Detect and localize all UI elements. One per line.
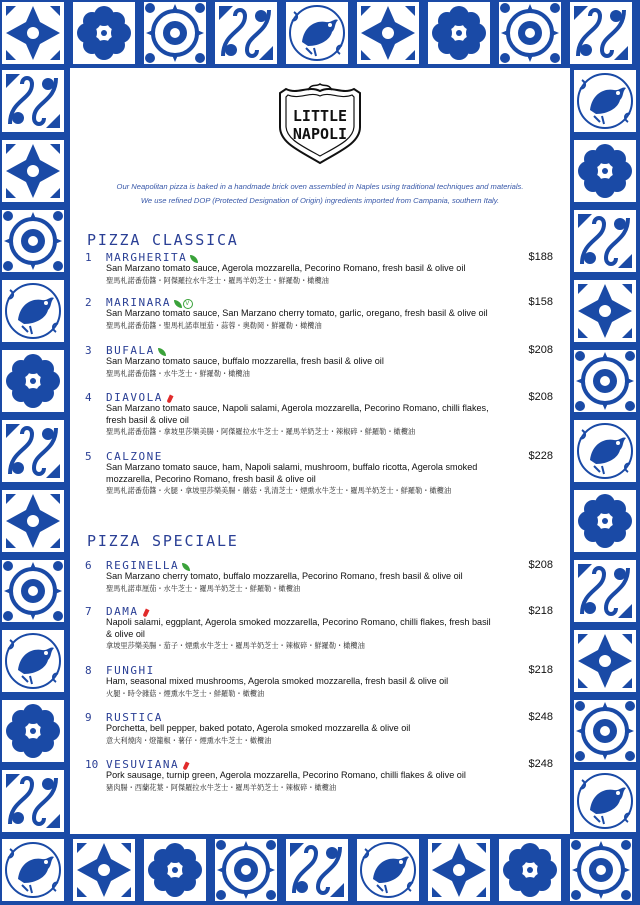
item-description-zh: 聖馬札諾番茄醬・拿坡里莎樂美腸・阿傑羅拉水牛芝士・羅馬羊奶芝士・辣椒碎・鮮羅勒・橄欖油 xyxy=(106,427,416,436)
decorative-tile-flower-icon xyxy=(497,837,563,903)
item-price: $158 xyxy=(528,296,553,308)
decorative-tile-rosette-icon xyxy=(572,698,638,764)
intro-text xyxy=(80,180,560,208)
logo-line2: NAPOLI xyxy=(292,125,348,143)
item-price: $218 xyxy=(528,664,553,676)
item-name: VESUVIANA xyxy=(106,758,180,771)
item-price: $248 xyxy=(528,758,553,770)
item-description-zh: 聖馬札諾車厘茄・水牛芝士・羅馬羊奶芝士・鮮羅勒・橄欖油 xyxy=(106,583,301,593)
brand-logo xyxy=(268,81,372,167)
decorative-tile-flower-icon xyxy=(0,698,66,764)
item-description-en: San Marzano tomato sauce, San Marzano cherry tomato, garlic, oregano, fresh basil & olive oil xyxy=(106,308,488,318)
decorative-tile-bird-icon xyxy=(0,278,66,344)
chili-icon xyxy=(142,608,149,617)
item-description xyxy=(106,770,496,793)
section-title: PIZZA CLASSICA xyxy=(87,231,239,249)
leaf-icon xyxy=(182,563,190,571)
menu-paper xyxy=(70,68,570,834)
item-price: $248 xyxy=(528,711,553,723)
item-description-en: San Marzano tomato sauce, Agerola mozzarella, Pecorino Romano, fresh basil & olive oil xyxy=(106,263,466,273)
decorative-tile-flower-icon xyxy=(71,0,137,66)
item-description-zh: 拿坡里莎樂美腸・茄子・煙熏水牛芝士・羅馬羊奶芝士・辣椒碎・鮮羅勒・橄欖油 xyxy=(106,641,365,650)
item-description-zh: 豬肉腸・西蘭花葉・阿傑羅拉水牛芝士・羅馬羊奶芝士・辣椒碎・橄欖油 xyxy=(106,782,337,792)
chili-icon xyxy=(166,394,173,403)
decorative-tile-scroll-icon xyxy=(0,68,66,134)
decorative-tile-bird-icon xyxy=(355,837,421,903)
item-number: 7 xyxy=(85,605,92,618)
item-name: MARGHERITA xyxy=(106,251,188,264)
item-description-en: Porchetta, bell pepper, baked potato, Agerola smoked mozzarella & olive oil xyxy=(106,723,411,733)
decorative-tile-cross-icon xyxy=(355,0,421,66)
item-number: 2 xyxy=(85,296,92,309)
menu-item xyxy=(85,711,555,763)
item-name: MARINARA xyxy=(106,296,171,309)
leaf-icon xyxy=(190,255,198,263)
decorative-tile-flower-icon xyxy=(426,0,492,66)
item-name: BUFALA xyxy=(106,344,155,357)
item-number: 6 xyxy=(85,559,92,572)
decorative-tile-bird-icon xyxy=(0,628,66,694)
item-description xyxy=(106,403,496,438)
item-price: $228 xyxy=(528,450,553,462)
item-description xyxy=(106,263,496,286)
item-description-en: San Marzano tomato sauce, Napoli salami, Agerola mozzarella, Pecorino Romano, chilli flakes, fresh basil & olive oil xyxy=(106,403,489,425)
menu-item xyxy=(85,664,555,716)
decorative-tile-scroll-icon xyxy=(0,418,66,484)
item-description xyxy=(106,308,496,331)
decorative-tile-cross-icon xyxy=(0,488,66,554)
menu-item xyxy=(85,391,555,443)
intro-line-1: Our Neapolitan pizza is baked in a handmade brick oven assembled in Naples using traditional techniques and materials. xyxy=(116,182,524,191)
item-description-zh: 聖馬札諾番茄醬・火腿・拿坡里莎樂美腸・蘑菇・乳清芝士・煙熏水牛芝士・羅馬羊奶芝士・鮮羅勒・橄欖油 xyxy=(106,486,452,495)
menu-item xyxy=(85,296,555,348)
decorative-tile-flower-icon xyxy=(0,348,66,414)
item-number: 9 xyxy=(85,711,92,724)
decorative-tile-cross-icon xyxy=(572,628,638,694)
decorative-tile-rosette-icon xyxy=(568,837,634,903)
item-description-zh: 火腿・時令雜菇・煙熏水牛芝士・鮮羅勒・橄欖油 xyxy=(106,688,265,698)
decorative-tile-rosette-icon xyxy=(142,0,208,66)
item-description xyxy=(106,617,496,652)
item-description-zh: 聖馬札諾番茄醬・水牛芝士・鮮羅勒・橄欖油 xyxy=(106,368,250,378)
item-name: DAMA xyxy=(106,605,139,618)
decorative-tile-scroll-icon xyxy=(284,837,350,903)
item-description-en: San Marzano tomato sauce, buffalo mozzarella, fresh basil & olive oil xyxy=(106,356,384,366)
item-description xyxy=(106,723,496,746)
item-price: $208 xyxy=(528,391,553,403)
decorative-tile-cross-icon xyxy=(0,0,66,66)
menu-item xyxy=(85,559,555,611)
decorative-tile-scroll-icon xyxy=(0,768,66,834)
chili-icon xyxy=(183,761,190,770)
decorative-tile-scroll-icon xyxy=(572,558,638,624)
logo-shield-icon xyxy=(268,81,372,167)
item-price: $208 xyxy=(528,559,553,571)
item-description xyxy=(106,462,496,497)
section-title: PIZZA SPECIALE xyxy=(87,532,239,550)
decorative-tile-cross-icon xyxy=(0,138,66,204)
leaf-icon xyxy=(158,348,166,356)
item-name: REGINELLA xyxy=(106,559,180,572)
item-description-zh: 意大利燒肉・燈籠椒・薯仔・煙熏水牛芝士・橄欖油 xyxy=(106,735,272,745)
item-name: RUSTICA xyxy=(106,711,163,724)
decorative-tile-rosette-icon xyxy=(572,348,638,414)
menu-item xyxy=(85,605,555,657)
item-name: DIAVOLA xyxy=(106,391,163,404)
decorative-tile-bird-icon xyxy=(572,418,638,484)
decorative-tile-rosette-icon xyxy=(0,558,66,624)
item-price: $218 xyxy=(528,605,553,617)
item-description xyxy=(106,571,496,594)
item-number: 5 xyxy=(85,450,92,463)
decorative-tile-bird-icon xyxy=(572,68,638,134)
item-price: $208 xyxy=(528,344,553,356)
menu-item xyxy=(85,758,555,810)
item-description-en: San Marzano tomato sauce, ham, Napoli salami, mushroom, buffalo ricotta, Agerola smoked mozzarella, Pecorino Romano, fresh basil & olive oil xyxy=(106,462,478,484)
item-description-en: Ham, seasonal mixed mushrooms, Agerola smoked mozzarella, fresh basil & olive oil xyxy=(106,676,449,686)
decorative-tile-bird-icon xyxy=(284,0,350,66)
item-price: $188 xyxy=(528,251,553,263)
decorative-tile-rosette-icon xyxy=(213,837,279,903)
decorative-tile-cross-icon xyxy=(71,837,137,903)
item-number: 4 xyxy=(85,391,92,404)
decorative-tile-rosette-icon xyxy=(0,208,66,274)
decorative-tile-cross-icon xyxy=(426,837,492,903)
decorative-tile-bird-icon xyxy=(572,768,638,834)
item-number: 3 xyxy=(85,344,92,357)
decorative-tile-flower-icon xyxy=(572,488,638,554)
item-description-en: Napoli salami, eggplant, Agerola smoked mozzarella, Pecorino Romano, chilli flakes, fresh basil & olive oil xyxy=(106,617,491,639)
menu-item xyxy=(85,344,555,396)
intro-line-2: We use refined DOP (Protected Designation of Origin) ingredients imported from Campania, southern Italy. xyxy=(140,196,500,205)
item-description xyxy=(106,356,496,379)
item-description-en: Pork sausage, turnip green, Agerola mozzarella, Pecorino Romano, chilli flakes & olive oil xyxy=(106,770,466,780)
decorative-tile-rosette-icon xyxy=(497,0,563,66)
vegan-icon: V xyxy=(183,299,193,309)
item-name: CALZONE xyxy=(106,450,163,463)
decorative-tile-scroll-icon xyxy=(568,0,634,66)
item-description-en: San Marzano cherry tomato, buffalo mozzarella, Pecorino Romano, fresh basil & olive oil xyxy=(106,571,463,581)
leaf-icon xyxy=(174,300,182,308)
item-description-zh: 聖馬札諾番茄醬・阿傑羅拉水牛芝士・羅馬羊奶芝士・鮮羅勒・橄欖油 xyxy=(106,275,329,285)
decorative-tile-scroll-icon xyxy=(572,208,638,274)
item-number: 8 xyxy=(85,664,92,677)
decorative-tile-cross-icon xyxy=(572,278,638,344)
menu-item xyxy=(85,450,555,502)
logo-line1: LITTLE xyxy=(292,107,348,125)
decorative-tile-flower-icon xyxy=(142,837,208,903)
decorative-tile-bird-icon xyxy=(0,837,66,903)
item-number: 1 xyxy=(85,251,92,264)
decorative-tile-scroll-icon xyxy=(213,0,279,66)
item-description xyxy=(106,676,496,699)
item-description-zh: 聖馬札諾番茄醬・聖馬札諾車厘茄・蒜蓉・奧勒岡・鮮羅勒・橄欖油 xyxy=(106,320,322,330)
decorative-tile-flower-icon xyxy=(572,138,638,204)
item-number: 10 xyxy=(85,758,99,771)
item-name: FUNGHI xyxy=(106,664,155,677)
